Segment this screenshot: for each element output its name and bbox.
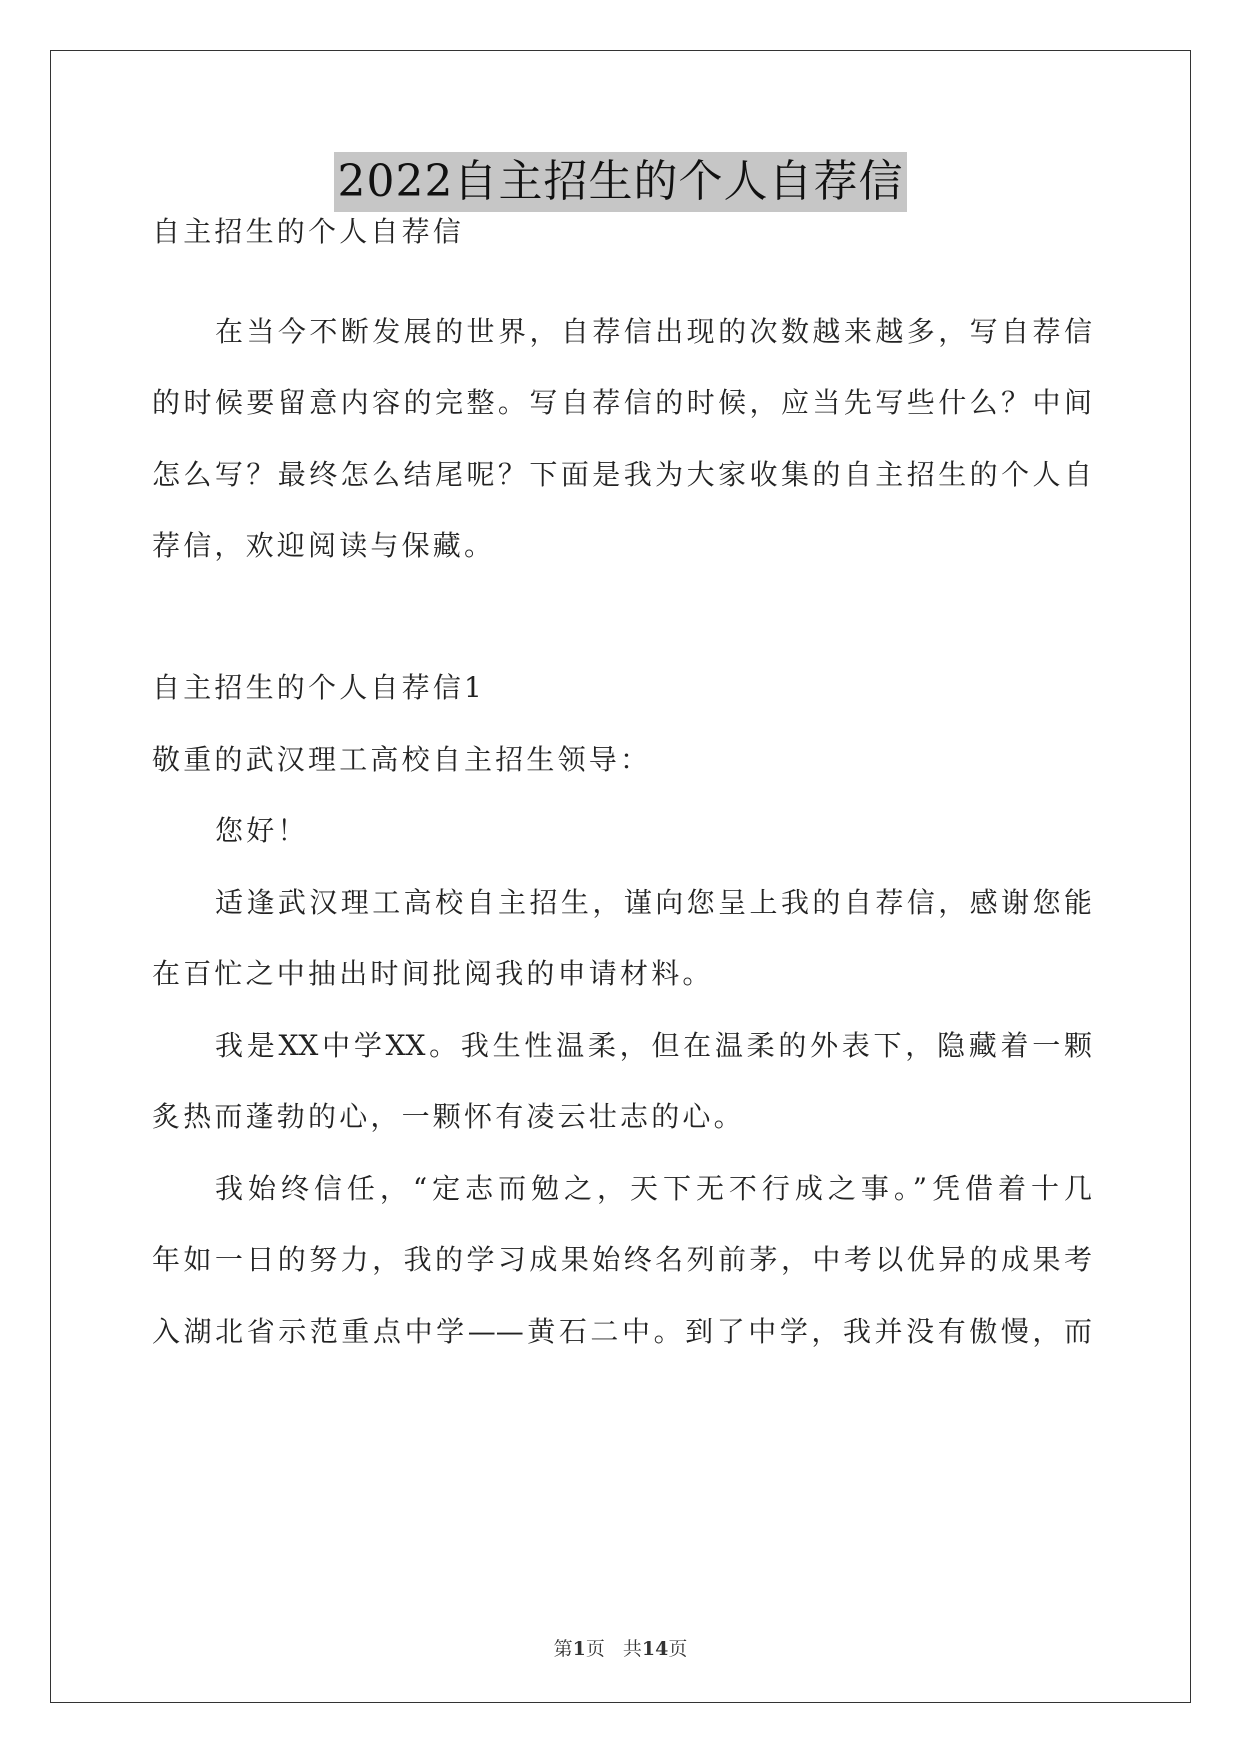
greeting: 您好！: [215, 814, 309, 847]
para1-line-1: 适逢武汉理工高校自主招生，谨向您呈上我的自荐信，感谢您能: [215, 886, 1092, 919]
page-border: [50, 50, 1191, 1703]
intro-line-3: 怎么写？最终怎么结尾呢？下面是我为大家收集的自主招生的个人自: [152, 458, 1092, 491]
para3-line-3: 入湖北省示范重点中学——黄石二中。到了中学，我并没有傲慢，而: [152, 1315, 1092, 1348]
title-container: [0, 152, 1241, 212]
footer-total-prefix: 共: [622, 1638, 642, 1660]
para2-line-2: 炙热而蓬勃的心，一颗怀有凌云壮志的心。: [152, 1100, 745, 1133]
letter-heading: 自主招生的个人自荐信1: [152, 671, 486, 704]
para2-line-1: 我是XX中学XX。我生性温柔，但在温柔的外表下，隐藏着一颗: [215, 1029, 1092, 1062]
intro-line-1: 在当今不断发展的世界，自荐信出现的次数越来越多，写自荐信: [215, 315, 1092, 348]
para3-line-1: 我始终信任，“定志而勉之，天下无不行成之事。”凭借着十几: [215, 1172, 1092, 1205]
para1-line-2: 在百忙之中抽出时间批阅我的申请材料。: [152, 957, 714, 990]
document-title: 2022自主招生的个人自荐信: [334, 152, 908, 212]
footer-page-prefix: 第: [553, 1638, 573, 1660]
footer-page-suffix: 页: [585, 1638, 605, 1660]
intro-line-2: 的时候要留意内容的完整。写自荐信的时候，应当先写些什么？中间: [152, 386, 1092, 419]
intro-line-4: 荐信，欢迎阅读与保藏。: [152, 529, 496, 562]
subtitle: 自主招生的个人自荐信: [152, 215, 465, 248]
salutation: 敬重的武汉理工高校自主招生领导：: [152, 743, 652, 776]
para3-line-2: 年如一日的努力，我的学习成果始终名列前茅，中考以优异的成果考: [152, 1243, 1092, 1276]
footer-page-number: 1: [572, 1638, 586, 1660]
footer-total-suffix: 页: [668, 1638, 688, 1660]
footer-total-pages: 14: [641, 1638, 669, 1660]
page-footer: [0, 1636, 1241, 1662]
